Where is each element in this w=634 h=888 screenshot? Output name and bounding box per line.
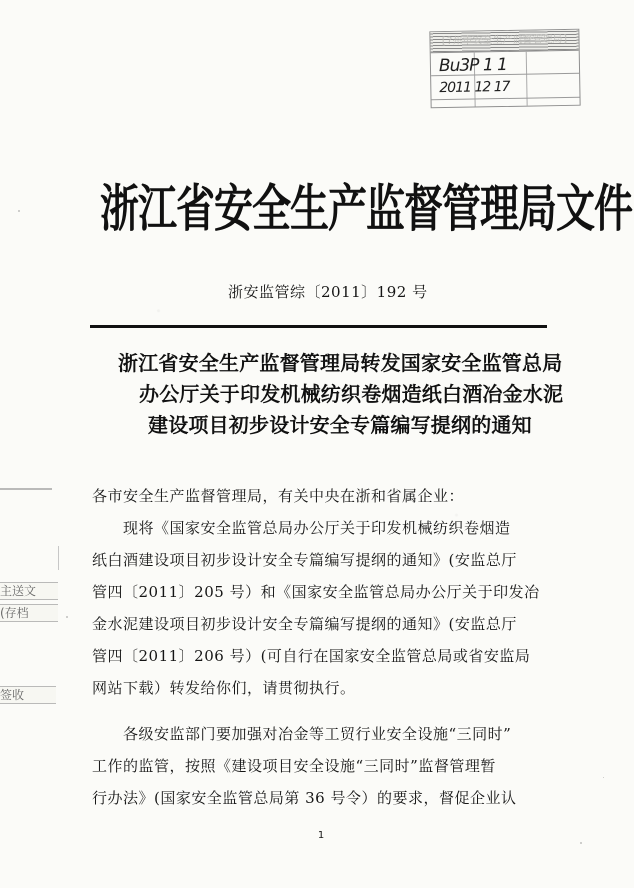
stamp-row-divider-2: [432, 97, 580, 101]
scan-speck: [66, 616, 68, 618]
issuing-authority-title: 浙江省安全生产监督管理局文件: [100, 179, 633, 240]
body-paragraph-line: 金水泥建设项目初步设计安全专篇编写提纲的通知》(安监总厅: [92, 615, 517, 633]
stamp-handwritten-date: 2011 12 17: [439, 78, 510, 97]
paragraph-gap: [92, 704, 562, 718]
recipient-line: 各市安全生产监督管理局，有关中央在浙和省属企业：: [92, 487, 465, 505]
margin-fragment: [0, 488, 52, 490]
left-margin-fragments: [0, 474, 78, 754]
body-paragraph-line: 纸白酒建设项目初步设计安全专篇编写提纲的通知》(安监总厅: [92, 551, 517, 569]
body-paragraph-line: 管四〔2011〕206 号）(可自行在国家安全监管总局或省安监局: [92, 647, 531, 665]
notice-title-line: 办公厅关于印发机械纺织卷烟造纸白酒冶金水泥: [139, 382, 564, 406]
notice-title-line: 建设项目初步设计安全专篇编写提纲的通知: [148, 413, 532, 437]
stamp-header: [?州市安全生产监督管理局]: [430, 30, 578, 54]
body-paragraph-line: 网站下载）转发给你们，请贯彻执行。: [92, 679, 356, 697]
body-paragraph-line: 各级安监部门要加强对冶金等工贸行业安全设施“三同时”: [123, 725, 512, 743]
document-number: 浙安监管综〔2011〕192 号: [228, 283, 428, 301]
scan-speck: [580, 842, 582, 844]
scan-speck: [603, 777, 604, 778]
body-paragraph-line: 管四〔2011〕205 号）和《国家安全监管总局办公厅关于印发冶: [92, 583, 540, 601]
header-rule: [90, 325, 547, 328]
body-paragraph-line: 行办法》(国家安全监管总局第 36 号令）的要求，督促企业认: [92, 789, 517, 807]
stamp-handwritten-number: Bu3P 1 1: [438, 54, 508, 77]
scan-speck: [18, 210, 20, 212]
document-body: [92, 480, 562, 814]
page-number: 1: [317, 830, 325, 841]
body-paragraph-line: 工作的监管，按照《建设项目安全设施“三同时”监督管理暂: [92, 757, 496, 775]
receipt-stamp: [429, 29, 580, 109]
body-paragraph-line: 现将《国家安全监管总局办公厅关于印发机械纺织卷烟造: [123, 519, 511, 537]
notice-title: [110, 348, 564, 441]
margin-fragment: 主送文: [0, 582, 58, 600]
notice-title-line: 浙江省安全生产监督管理局转发国家安全监管总局: [118, 351, 563, 375]
margin-mark: [58, 546, 63, 570]
margin-fragment: 签收: [0, 686, 56, 704]
margin-fragment: (存档: [0, 604, 58, 622]
